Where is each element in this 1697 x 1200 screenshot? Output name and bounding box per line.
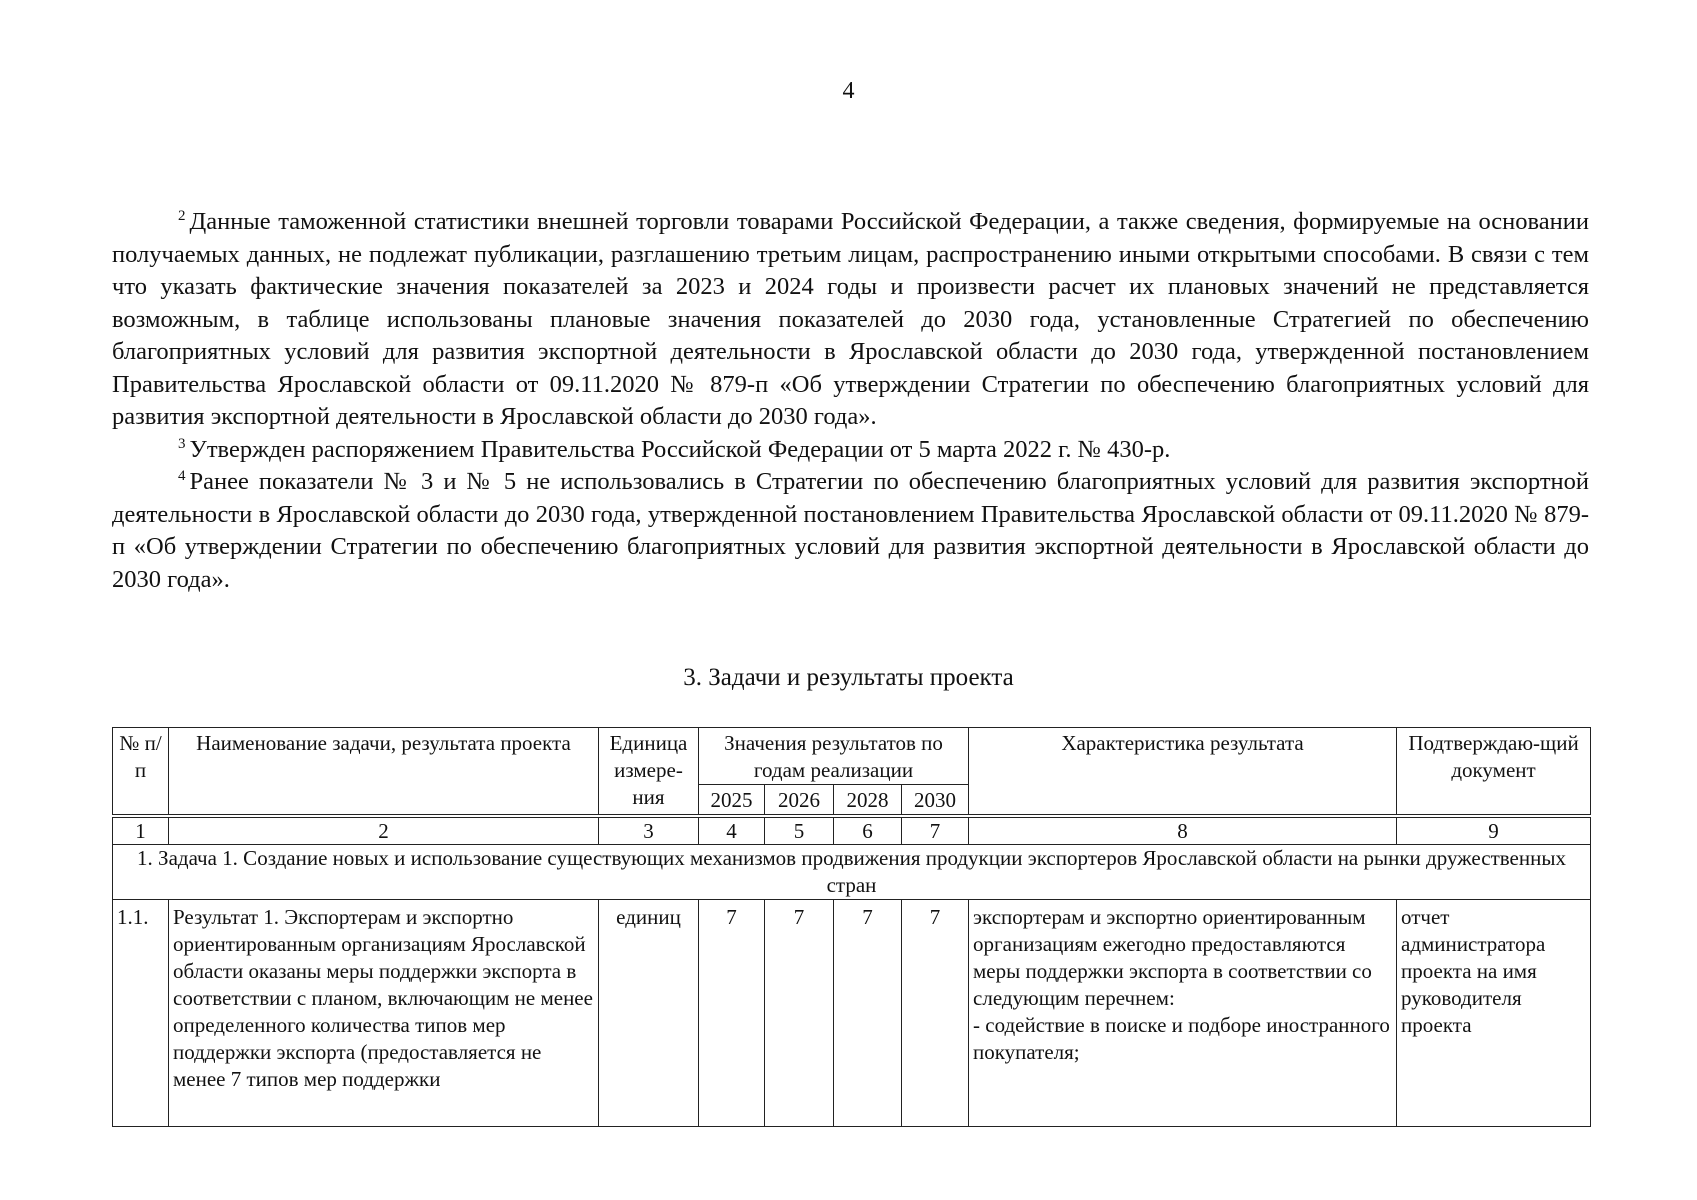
header-year: 2025 xyxy=(699,785,765,817)
characteristic-line: - содействие в поиске и подборе иностранного покупателя; xyxy=(973,1013,1390,1064)
header-num: № п/п xyxy=(113,728,169,817)
table-header-row xyxy=(113,728,1591,785)
header-year: 2028 xyxy=(834,785,902,817)
row-num: 1.1. xyxy=(113,900,169,1127)
row-name: Результат 1. Экспортерам и экспортно ориентированным организациям Ярославской области оказаны меры поддержки экспорта в соответствии с планом, включающим не менее определенного количества типов мер поддержки экспорта (предоставляется не менее 7 типов мер поддержки xyxy=(169,900,599,1127)
characteristic-line: экспортерам и экспортно ориентированным организациям ежегодно предоставляются меры поддержки экспорта в соответствии со следующим перечнем: xyxy=(973,905,1372,1010)
footnote-3 xyxy=(112,434,1589,467)
column-number: 4 xyxy=(699,816,765,845)
footnote-text: Данные таможенной статистики внешней торговли товарами Российской Федерации, а также сведения, формируемые на основании получаемых данных, не подлежат публикации, разглашению третьим лицам, распространению иными открытыми способами. В связи с тем что указать фактические значения показателей за 2023 и 2024 годы и произвести расчет их плановых значений не представляется возможным, в таблице использованы плановые значения показателей до 2030 года, установленные Стратегией по обеспечению благоприятных условий для развития экспортной деятельности в Ярославской области до 2030 года, утвержденной постановлением Правительства Ярославской области от 09.11.2020 № 879-п «Об утверждении Стратегии по обеспечению благоприятных условий для развития экспортной деятельности в Ярославской области до 2030 года». xyxy=(112,208,1589,430)
column-number: 9 xyxy=(1397,816,1591,845)
footnotes xyxy=(112,206,1589,596)
row-value: 7 xyxy=(765,900,834,1127)
column-number: 1 xyxy=(113,816,169,845)
footnote-mark: 4 xyxy=(178,468,186,484)
header-values: Значения результатов по годам реализации xyxy=(699,728,969,785)
section-title: 3. Задачи и результаты проекта xyxy=(683,664,1014,691)
header-year: 2030 xyxy=(902,785,969,817)
task-title: 1. Задача 1. Создание новых и использование существующих механизмов продвижения продукции экспортеров Ярославской области на рынки дружественных стран xyxy=(113,845,1591,900)
header-name: Наименование задачи, результата проекта xyxy=(169,728,599,817)
row-value: 7 xyxy=(699,900,765,1127)
column-number: 5 xyxy=(765,816,834,845)
header-unit: Единица измере-ния xyxy=(599,728,699,817)
page-number: 4 xyxy=(842,78,855,104)
column-number: 6 xyxy=(834,816,902,845)
header-characteristic: Характеристика результата xyxy=(969,728,1397,817)
row-value: 7 xyxy=(902,900,969,1127)
column-number: 3 xyxy=(599,816,699,845)
table-row xyxy=(113,900,1591,1127)
footnote-text: Утвержден распоряжением Правительства Российской Федерации от 5 марта 2022 г. № 430-р. xyxy=(189,435,1171,463)
row-value: 7 xyxy=(834,900,902,1127)
header-document: Подтверждаю-щий документ xyxy=(1397,728,1591,817)
column-number: 8 xyxy=(969,816,1397,845)
footnote-mark: 2 xyxy=(178,208,186,224)
tasks-results-table xyxy=(112,727,1591,1127)
footnote-4 xyxy=(112,466,1589,596)
footnote-text: Ранее показатели № 3 и № 5 не использовались в Стратегии по обеспечению благоприятных условий для развития экспортной деятельности в Ярославской области до 2030 года, утвержденной постановлением Правительства Ярославской области от 09.11.2020 № 879-п «Об утверждении Стратегии по обеспечению благоприятных условий для развития экспортной деятельности в Ярославской области до 2030 года». xyxy=(112,468,1589,593)
column-numbers-row xyxy=(113,816,1591,845)
row-unit: единиц xyxy=(599,900,699,1127)
footnote-2 xyxy=(112,206,1589,434)
header-year: 2026 xyxy=(765,785,834,817)
column-number: 2 xyxy=(169,816,599,845)
task-row xyxy=(113,845,1591,900)
footnote-mark: 3 xyxy=(178,435,186,452)
column-number: 7 xyxy=(902,816,969,845)
row-characteristic xyxy=(969,900,1397,1127)
row-document: отчет администратора проекта на имя руководителя проекта xyxy=(1397,900,1591,1127)
